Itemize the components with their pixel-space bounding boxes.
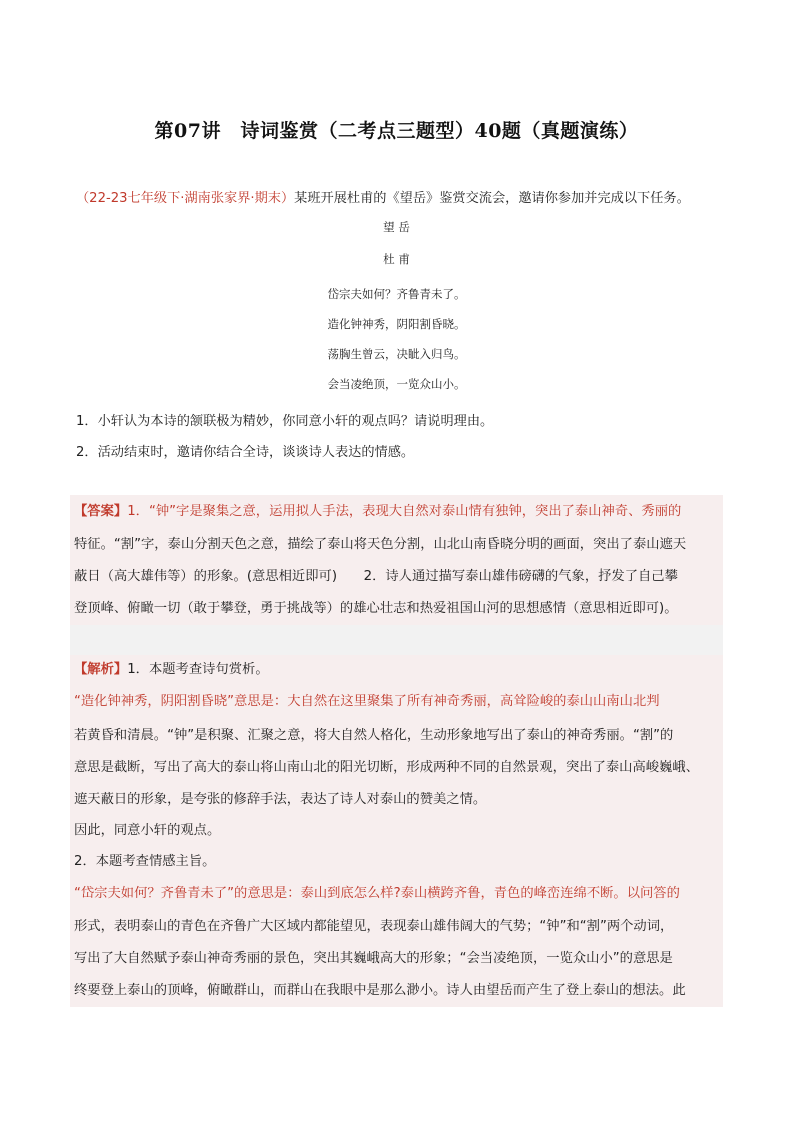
analysis-line: 【解析】1．本题考查诗句赏析。 xyxy=(74,662,269,677)
question-intro xyxy=(76,187,690,206)
answer-line: 特征。“割”字，泰山分割天色之意，描绘了泰山将天色分割，山北山南昏晓分明的画面，突出了泰山遮天 xyxy=(74,537,687,552)
analysis-line: 因此，同意小轩的观点。 xyxy=(74,823,221,838)
analysis-line: 2．本题考查情感主旨。 xyxy=(74,854,216,869)
page-title: 第07讲 诗词鉴赏（二考点三题型）40题（真题演练） xyxy=(154,120,639,142)
question-1: 1．小轩认为本诗的颔联极为精妙，你同意小轩的观点吗？请说明理由。 xyxy=(76,414,494,429)
analysis-line: 终要登上泰山的顶峰，俯瞰群山，而群山在我眼中是那么渺小。诗人由望岳而产生了登上泰山的想法。此 xyxy=(74,983,686,998)
answer-line: 蔽日（高大雄伟等）的形象。(意思相近即可) 2．诗人通过描写泰山雄伟磅礴的气象，抒发了自己攀 xyxy=(74,569,678,584)
poem-title: 望 岳 xyxy=(383,220,410,234)
poem-line: 岱宗夫如何？齐鲁青未了。 xyxy=(327,287,466,301)
question-intro-text: 某班开展杜甫的《望岳》鉴赏交流会，邀请你参加并完成以下任务。 xyxy=(294,191,690,206)
answer-line: 【答案】1．“钟”字是聚集之意，运用拟人手法，表现大自然对泰山情有独钟，突出了泰山神奇、秀丽的 xyxy=(74,504,682,519)
analysis-line: 遮天蔽日的形象，是夸张的修辞手法，表达了诗人对泰山的赞美之情。 xyxy=(74,792,487,807)
analysis-line: “造化钟神秀，阴阳割昏晓”意思是：大自然在这里聚集了所有神奇秀丽，高耸险峻的泰山山南山北判 xyxy=(74,694,660,709)
analysis-line: 若黄昏和清晨。“钟”是积聚、汇聚之意，将大自然人格化，生动形象地写出了泰山的神奇秀丽。“割”的 xyxy=(74,728,674,743)
answer-label: 【答案】 xyxy=(74,504,128,519)
analysis-line: “岱宗夫如何？齐鲁青未了”的意思是：泰山到底怎么样?泰山横跨齐鲁，青色的峰峦连绵不断。以问答的 xyxy=(74,886,680,901)
poem-line: 荡胸生曾云，决眦入归鸟。 xyxy=(327,347,466,361)
poem-author: 杜 甫 xyxy=(383,252,410,266)
analysis-line: 形式，表明泰山的青色在齐鲁广大区域内都能望见，表现泰山雄伟阔大的气势；“钟”和“割”两个动词， xyxy=(74,919,674,934)
analysis-line: 写出了大自然赋予泰山神奇秀丽的景色，突出其巍峨高大的形象；“会当凌绝顶，一览众山小”的意思是 xyxy=(74,951,673,966)
question-2: 2．活动结束时，邀请你结合全诗，谈谈诗人表达的情感。 xyxy=(76,445,415,460)
panel-spacer xyxy=(70,625,723,655)
poem-line: 造化钟神秀，阴阳割昏晓。 xyxy=(327,317,466,331)
analysis-label: 【解析】 xyxy=(74,662,128,677)
poem-line: 会当凌绝顶，一览众山小。 xyxy=(327,377,466,391)
question-source: （22-23七年级下·湖南张家界·期末） xyxy=(76,191,295,206)
answer-line: 登顶峰、俯瞰一切（敢于攀登，勇于挑战等）的雄心壮志和热爱祖国山河的思想感情（意思相近即可)。 xyxy=(74,601,678,616)
analysis-line: 意思是截断，写出了高大的泰山将山南山北的阳光切断，形成两种不同的自然景观，突出了泰山高峻巍峨、 xyxy=(74,760,699,775)
